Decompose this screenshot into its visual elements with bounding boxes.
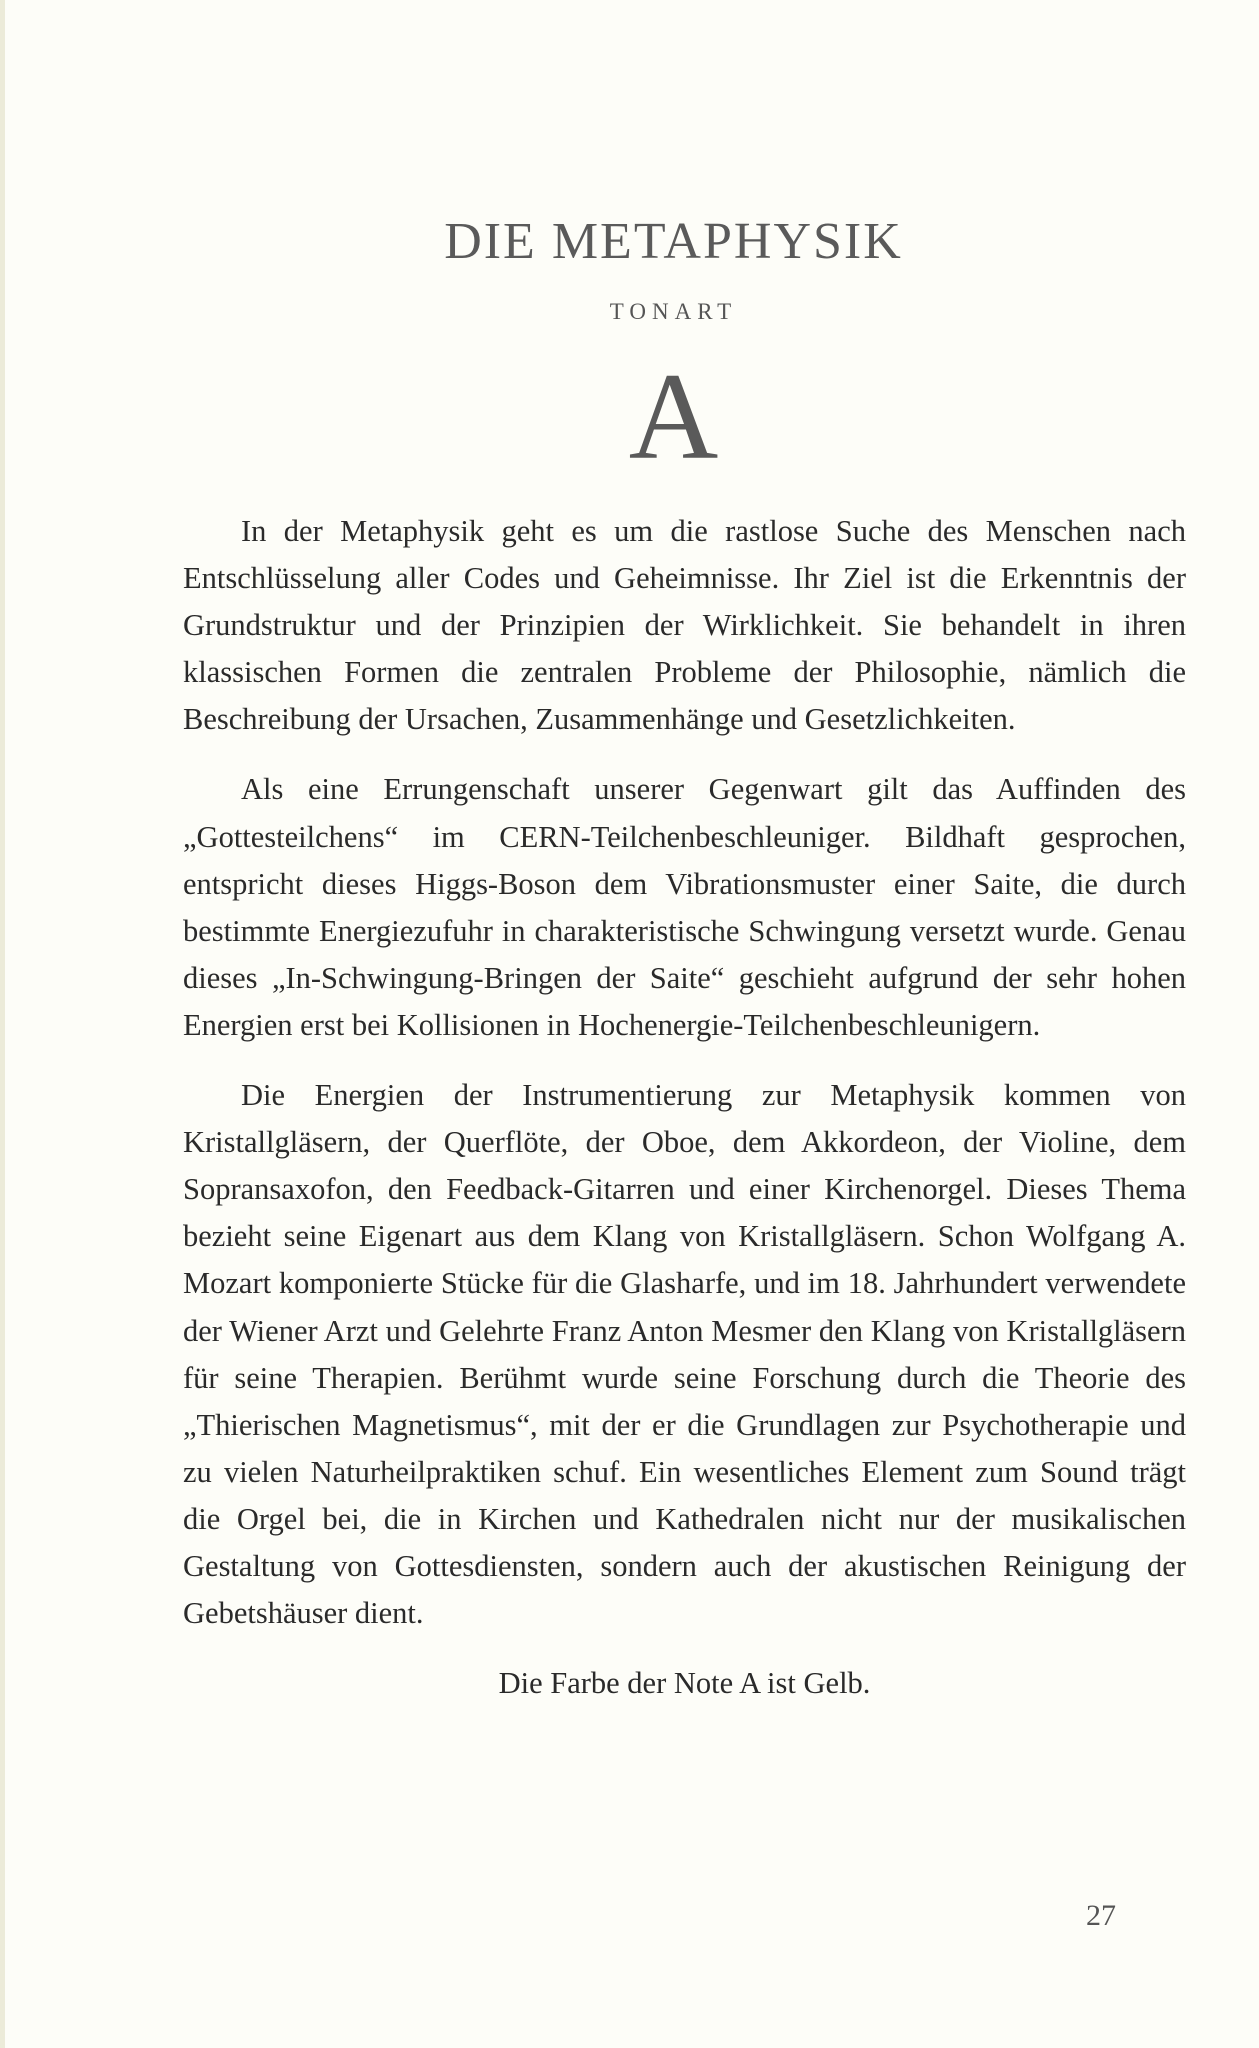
paragraph-2: Als eine Errungenschaft unserer Gegenwart gilt das Auffinden des „Gottesteilchens“ im CERN-Teilchenbeschleuniger. Bildhaft gesprochen, entspricht dieses Higgs-Boson dem Vibrationsmuster einer Saite, die durch bestimmte Energiezufuhr in charakteristische Schwingung versetzt wurde. Genau dieses „In-Schwingung-Bringen der Saite“ geschieht aufgrund der sehr hohen Energien erst bei Kollisionen in Hochenergie-Teilchenbeschleunigern. [183, 772, 1186, 1042]
body-text [183, 508, 1186, 1730]
page-number: 27 [1086, 1899, 1116, 1932]
closing-line: Die Farbe der Note A ist Gelb. [498, 1666, 871, 1701]
key-letter: A [628, 348, 719, 485]
paragraph-1: In der Metaphysik geht es um die rastlose Suche des Menschen nach Entschlüsselung aller Codes und Geheimnisse. Ihr Ziel ist die Erkenntnis der Grundstruktur und der Prinzipien der Wirklichkeit. Sie behandelt in ihren klassischen Formen die zentralen Probleme der Philosophie, nämlich die Beschreibung der Ursachen, Zusammenhänge und Gesetzlichkeiten. [183, 514, 1186, 737]
chapter-title: DIE METAPHYSIK [444, 213, 903, 270]
chapter-subtitle: TONART [609, 299, 738, 324]
paragraph-3: Die Energien der Instrumentierung zur Metaphysik kommen von Kristallgläsern, der Querflöte, der Oboe, dem Akkordeon, der Violine, dem Sopransaxofon, den Feedback-Gitarren und einer Kirchenorgel. Dieses Thema bezieht seine Eigenart aus dem Klang von Kristallgläsern. Schon Wolfgang A. Mozart komponierte Stücke für die Glasharfe, und im 18. Jahrhundert verwendete der Wiener Arzt und Gelehrte Franz Anton Mesmer den Klang von Kristallgläsern für seine Therapien. Berühmt wurde seine Forschung durch die Theorie des „Thierischen Magnetismus“, mit der er die Grundlagen zur Psychotherapie und zu vielen Naturheilpraktiken schuf. Ein wesentliches Element zum Sound trägt die Orgel bei, die in Kirchen und Kathedralen nicht nur der musikalischen Gestaltung von Gottesdiensten, sondern auch der akustischen Reinigung der Gebetshäuser dient. [183, 1078, 1186, 1631]
